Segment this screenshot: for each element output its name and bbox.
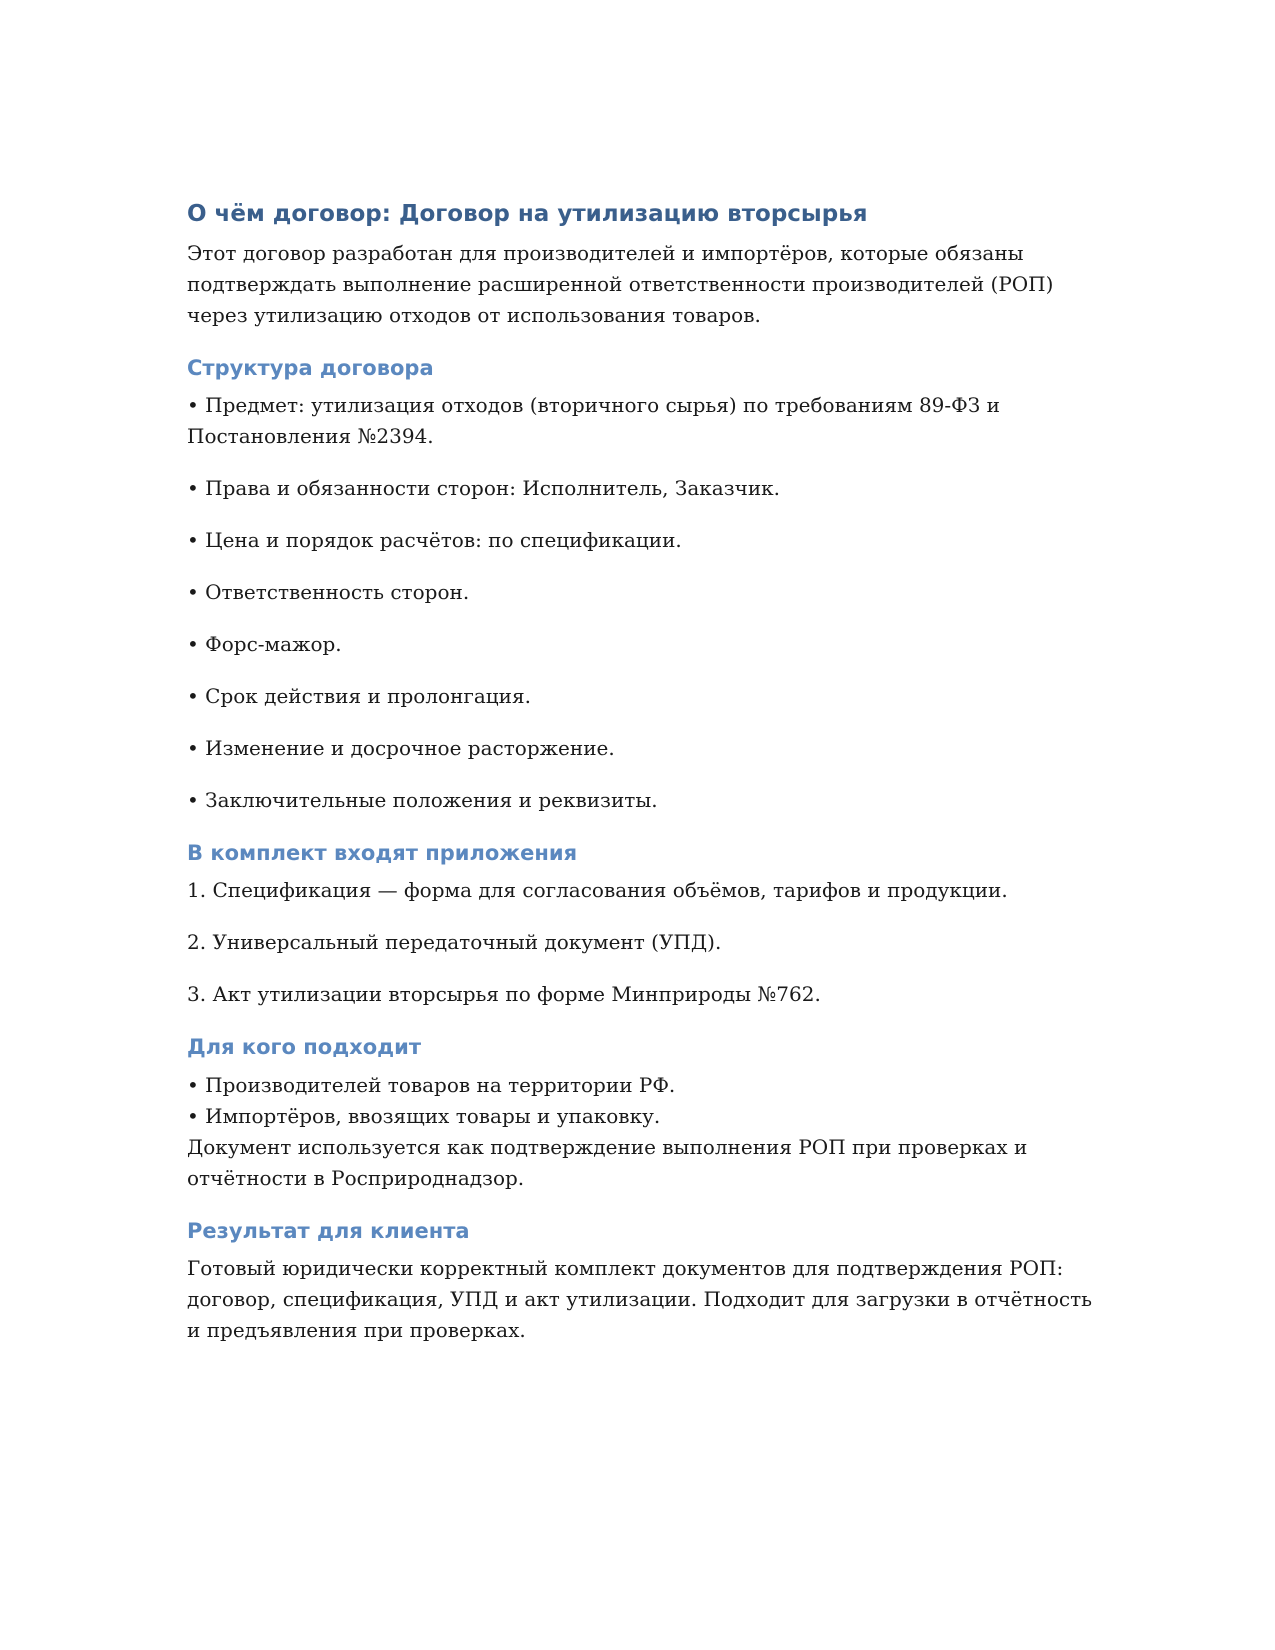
audience-list [187, 1070, 1097, 1132]
structure-item: • Предмет: утилизация отходов (вторичного сырья) по требованиям 89-ФЗ и Постановления №2394. [187, 393, 1000, 449]
structure-item: • Изменение и досрочное расторжение. [187, 736, 615, 761]
audience-note: Документ используется как подтверждение выполнения РОП при проверках и отчётности в Росприроднадзор. [187, 1134, 1028, 1190]
structure-heading: Структура договора [187, 355, 434, 380]
structure-item: • Цена и порядок расчётов: по спецификации. [187, 528, 682, 553]
audience-item: • Производителей товаров на территории РФ. [187, 1072, 676, 1097]
appendix-item: 2. Универсальный передаточный документ (УПД). [187, 930, 722, 955]
appendix-item: 1. Спецификация — форма для согласования объёмов, тарифов и продукции. [187, 878, 1008, 903]
document-title: О чём договор: Договор на утилизацию вторсырья [187, 201, 868, 227]
structure-item: • Форс-мажор. [187, 632, 342, 657]
appendix-item: 3. Акт утилизации вторсырья по форме Минприроды №762. [187, 982, 821, 1007]
structure-list [187, 390, 1097, 816]
structure-item: • Срок действия и пролонгация. [187, 684, 531, 709]
structure-item: • Ответственность сторон. [187, 580, 470, 605]
audience-heading: Для кого подходит [187, 1035, 421, 1060]
intro-paragraph: Этот договор разработан для производителей и импортёров, которые обязаны подтверждать выполнение расширенной ответственности производителей (РОП) через утилизацию отходов от использования товаров. [187, 240, 1054, 327]
appendices-list [187, 875, 1097, 1010]
result-heading: Результат для клиента [187, 1218, 470, 1243]
result-paragraph: Готовый юридически корректный комплект документов для подтверждения РОП: договор, спецификация, УПД и акт утилизации. Подходит для загрузки в отчётность и предъявления при проверках. [187, 1256, 1093, 1343]
appendices-heading: В комплект входят приложения [187, 841, 578, 866]
document-page [187, 200, 1097, 1346]
structure-item: • Заключительные положения и реквизиты. [187, 788, 658, 813]
audience-item: • Импортёров, ввозящих товары и упаковку. [187, 1103, 661, 1128]
structure-item: • Права и обязанности сторон: Исполнитель, Заказчик. [187, 476, 781, 501]
